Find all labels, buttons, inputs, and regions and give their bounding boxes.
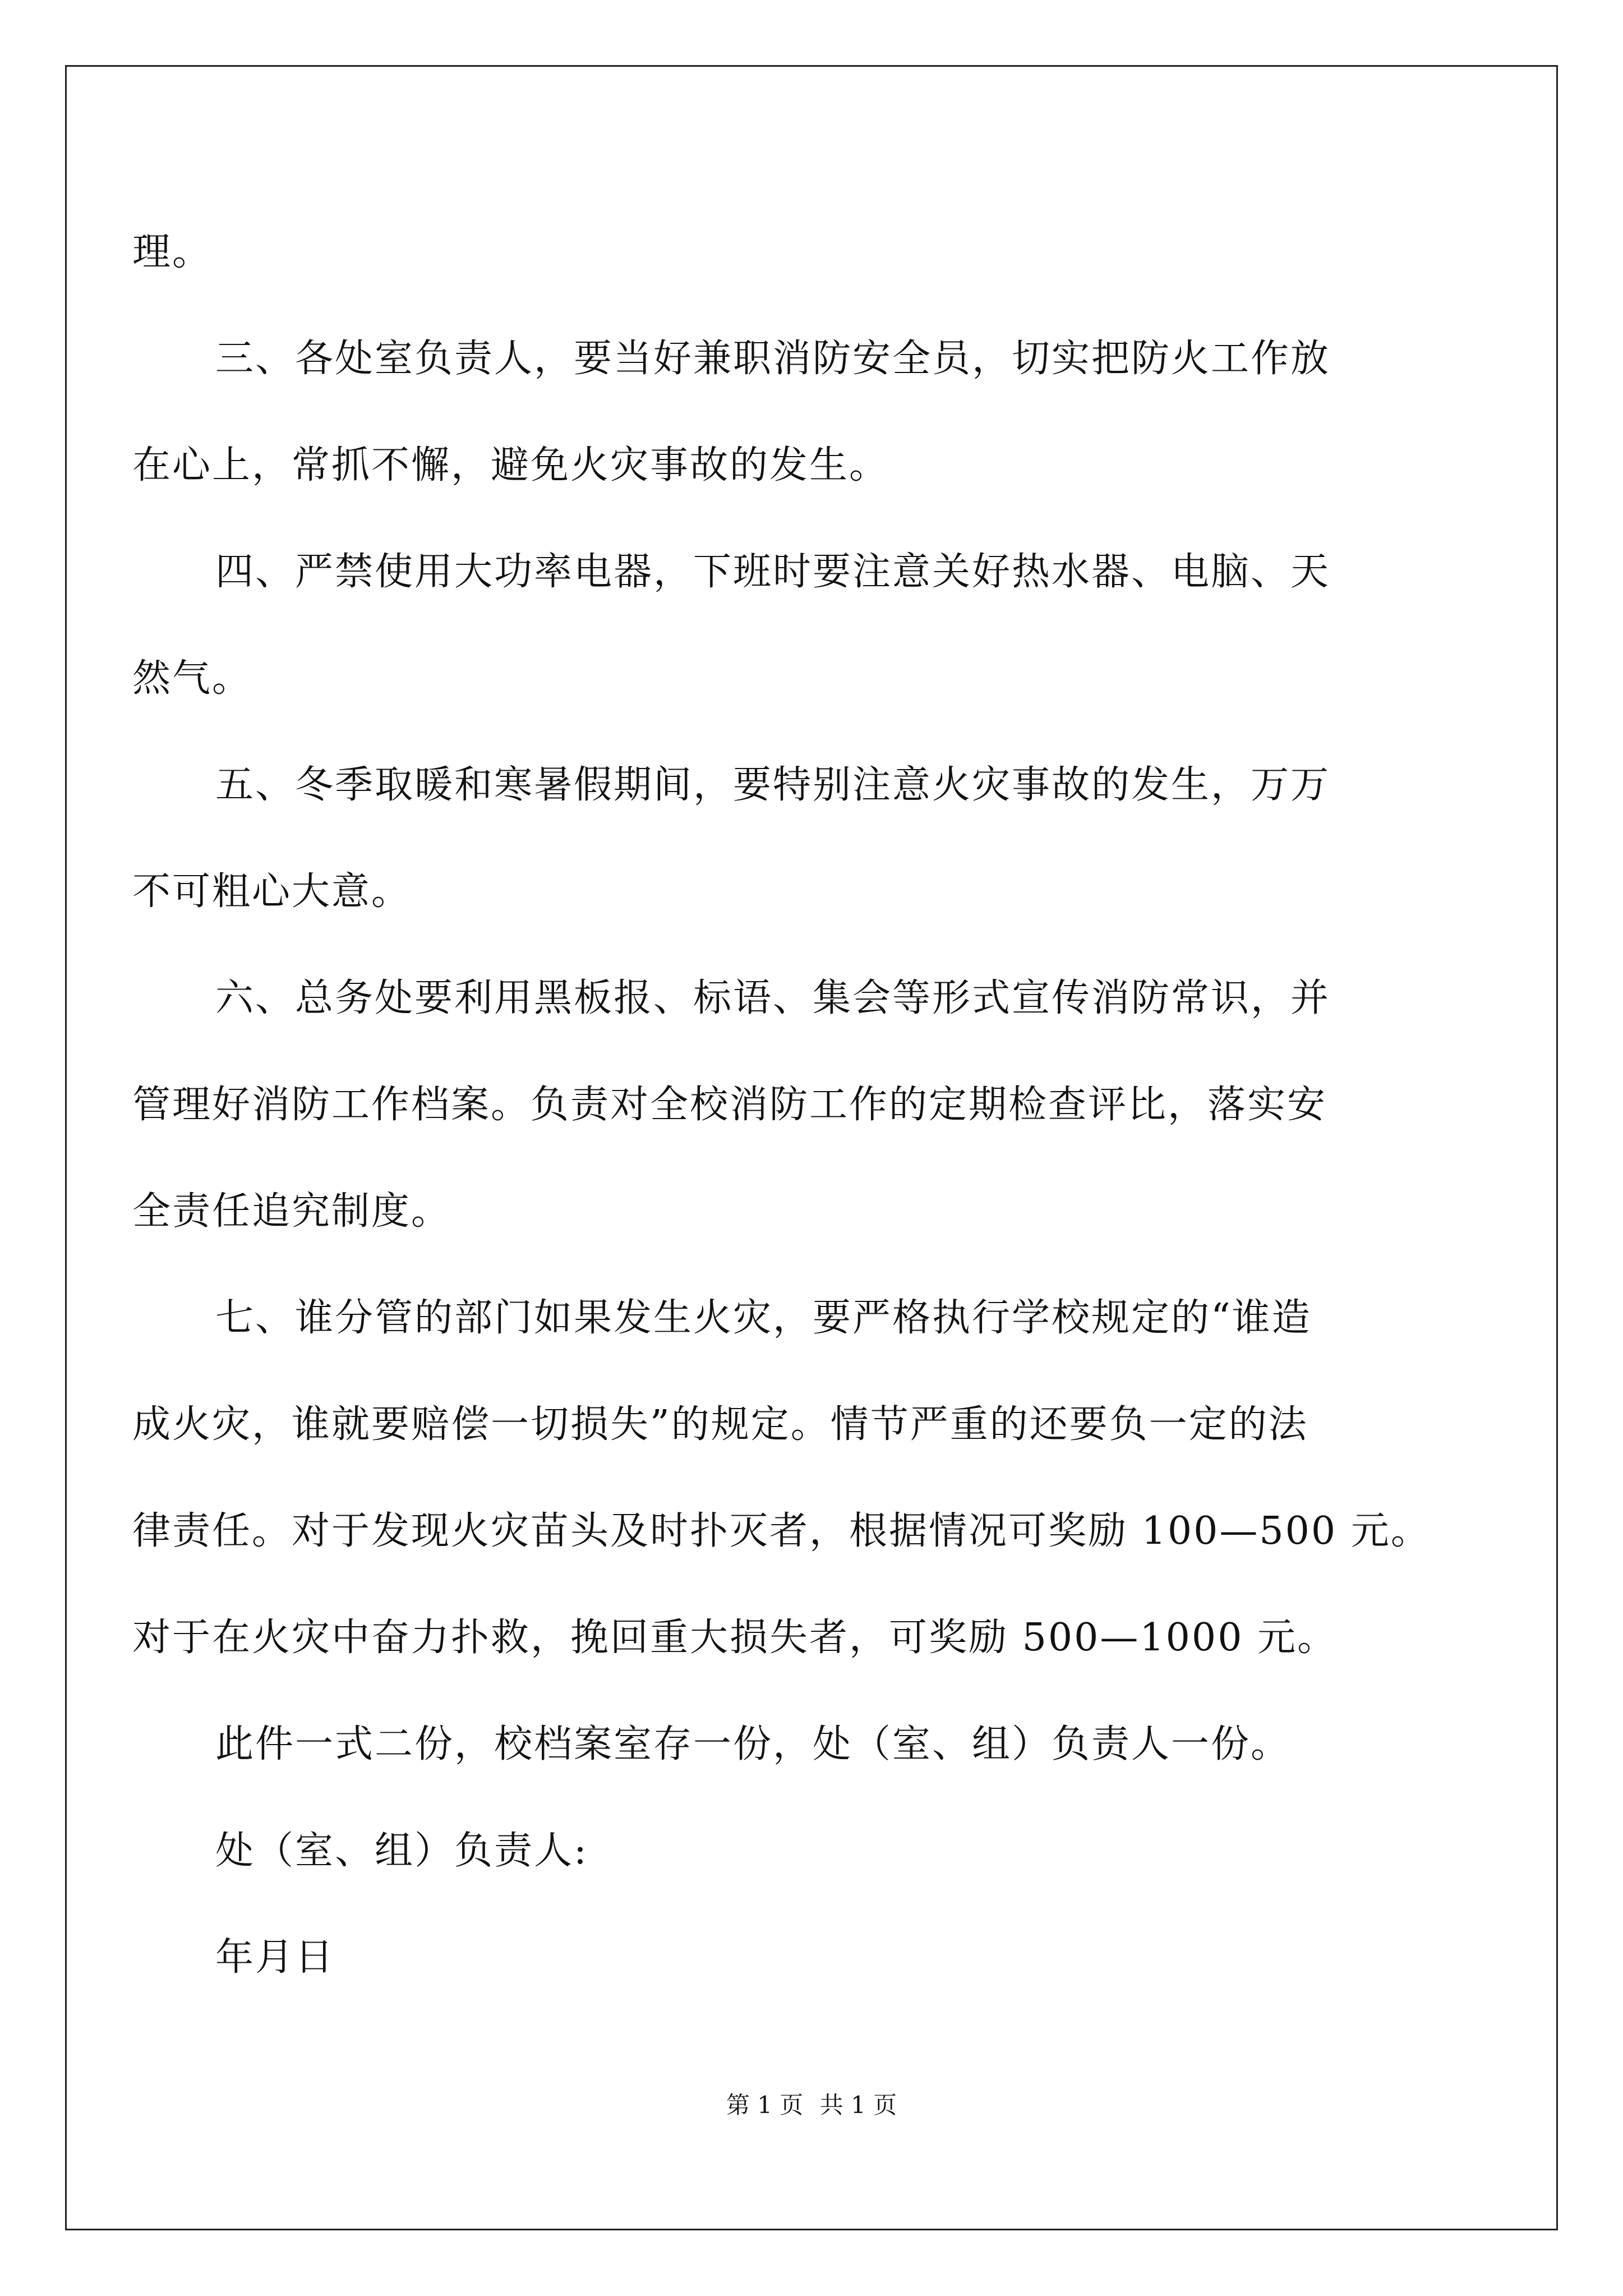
text-line: 三、各处室负责人，要当好兼职消防安全员，切实把防火工作放 [215,337,1331,381]
text-line: 不可粗心大意。 [132,869,412,914]
page-total: 共 1 页 [819,2091,897,2119]
text-line: 全责任追究制度。 [132,1189,451,1234]
text-line: 处（室、组）负责人: [215,1829,588,1873]
text-line: 五、冬季取暖和寒暑假期间，要特别注意火灾事故的发生，万万 [215,763,1331,807]
text-line: 在心上，常抓不懈，避免火灾事故的发生。 [132,443,889,487]
text-line: 管理好消防工作档案。负责对全校消防工作的定期检查评比，落实安 [132,1083,1327,1127]
text-line: 年月日 [215,1935,335,1980]
text-line: 四、严禁使用大功率电器，下班时要注意关好热水器、电脑、天 [215,550,1331,594]
text-line: 此件一式二份，校档案室存一份，处（室、组）负责人一份。 [215,1722,1291,1766]
page-footer [0,2091,1623,2119]
text-line: 然气。 [132,656,252,701]
text-line: 成火灾，谁就要赔偿一切损失”的规定。情节严重的还要负一定的法 [132,1402,1308,1447]
text-line: 律责任。对于发现火灾苗头及时扑灭者，根据情况可奖励 100—500 元。 [132,1509,1431,1553]
text-line: 理。 [132,230,213,274]
page-number: 第 1 页 [726,2091,804,2119]
text-line: 对于在火灾中奋力扑救，挽回重大损失者，可奖励 500—1000 元。 [132,1616,1338,1660]
text-line: 七、谁分管的部门如果发生火灾，要严格执行学校规定的“谁造 [215,1296,1312,1340]
page-border [65,65,1558,2230]
text-line: 六、总务处要利用黑板报、标语、集会等形式宣传消防常识，并 [215,976,1331,1020]
